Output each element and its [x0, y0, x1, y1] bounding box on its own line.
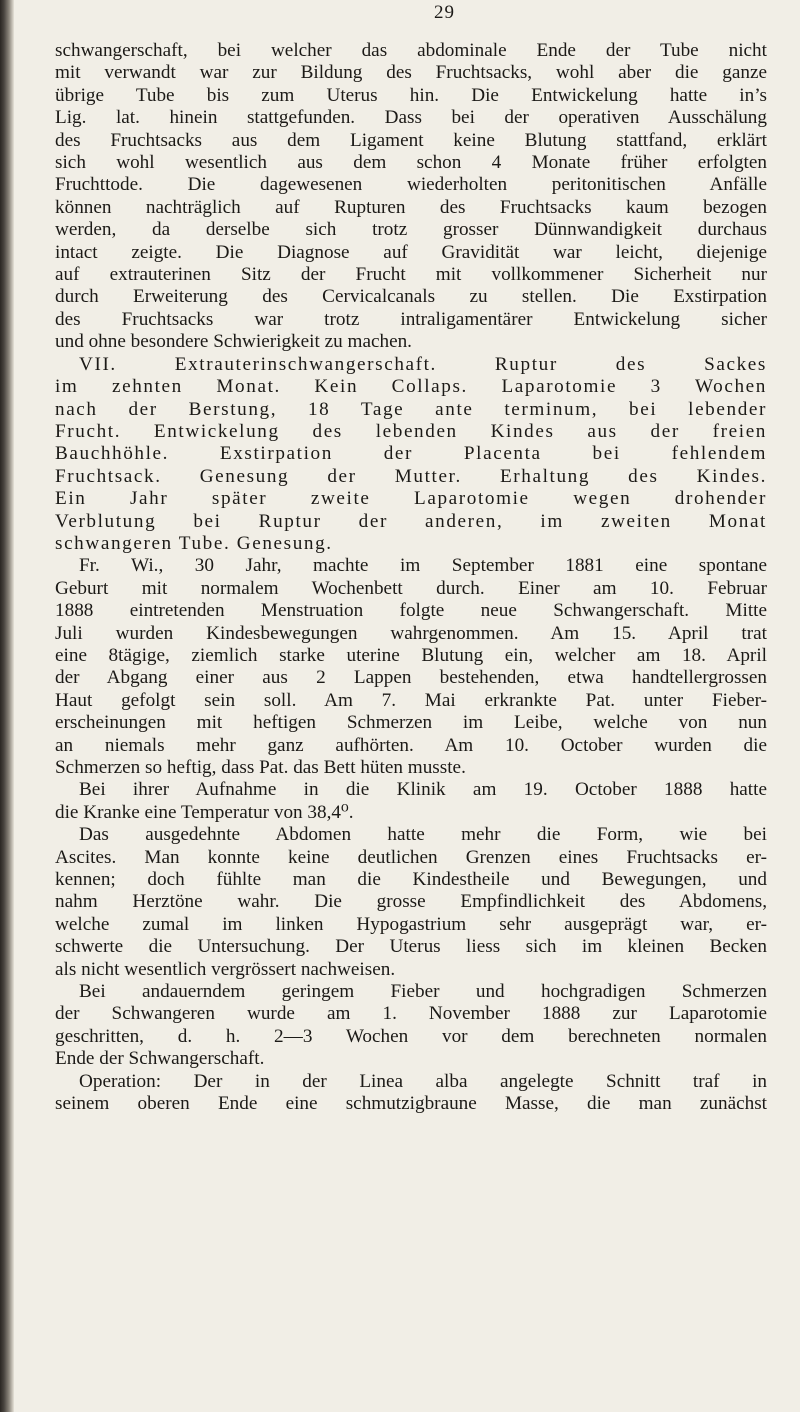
text-line: erscheinungen mit heftigen Schmerzen im Leibe, welche von nun [55, 712, 767, 734]
text-line: Ende der Schwangerschaft. [55, 1048, 265, 1070]
text-line: und ohne besondere Schwierigkeit zu machen. [55, 331, 412, 353]
text-line: 1888 eintretenden Menstruation folgte neue Schwangerschaft. Mitte [55, 600, 767, 622]
text-line: intact zeigte. Die Diagnose auf Gravidität war leicht, diejenige [55, 241, 767, 263]
text-line: mit verwandt war zur Bildung des Fruchtsacks, wohl aber die ganze [55, 62, 767, 84]
text-line: der Abgang einer aus 2 Lappen bestehenden, etwa handtellergrossen [55, 667, 767, 689]
text-line: Fr. Wi., 30 Jahr, machte im September 1881 eine spontane [79, 555, 767, 577]
text-line: nach der Berstung, 18 Tage ante terminum, bei lebender [55, 398, 767, 420]
page-number: 29 [434, 2, 455, 23]
text-line: geschritten, d. h. 2—3 Wochen vor dem berechneten normalen [55, 1025, 767, 1047]
text-line: auf extrauterinen Sitz der Frucht mit vollkommener Sicherheit nur [55, 264, 767, 286]
text-line: Verblutung bei Ruptur der anderen, im zweiten Monat [55, 510, 767, 532]
text-line: Fruchtsack. Genesung der Mutter. Erhaltung des Kindes. [55, 465, 767, 487]
text-line: sich wohl wesentlich aus dem schon 4 Monate früher erfolgten [55, 152, 767, 174]
text-line: die Kranke eine Temperatur von 38,4⁰. [55, 801, 354, 823]
text-line: Bauchhöhle. Exstirpation der Placenta bei fehlendem [55, 443, 767, 465]
text-line: eine 8tägige, ziemlich starke uterine Blutung ein, welcher am 18. April [55, 644, 767, 666]
text-line: an niemals mehr ganz aufhörten. Am 10. October wurden die [55, 734, 767, 756]
text-line: des Fruchtsacks war trotz intraligamentärer Entwickelung sicher [55, 308, 767, 330]
text-line: nahm Herztöne wahr. Die grosse Empfindlichkeit des Abdomens, [55, 891, 767, 913]
text-line: können nachträglich auf Rupturen des Fruchtsacks kaum bezogen [55, 196, 767, 218]
text-line: Das ausgedehnte Abdomen hatte mehr die Form, wie bei [79, 824, 767, 846]
text-line: werden, da derselbe sich trotz grosser Dünnwandigkeit durchaus [55, 219, 767, 241]
text-line: Operation: Der in der Linea alba angelegte Schnitt traf in [79, 1070, 767, 1092]
text-line: VII. Extrauterinschwangerschaft. Ruptur des Sackes [79, 353, 767, 375]
body-text [55, 40, 767, 1116]
text-line: Ein Jahr später zweite Laparotomie wegen drohender [55, 488, 767, 510]
text-line: kennen; doch fühlte man die Kindestheile und Bewegungen, und [55, 869, 767, 891]
text-line: welche zumal im linken Hypogastrium sehr ausgeprägt war, er- [55, 913, 767, 935]
text-line: durch Erweiterung des Cervicalcanals zu stellen. Die Exstirpation [55, 286, 767, 308]
text-line: im zehnten Monat. Kein Collaps. Laparotomie 3 Wochen [55, 376, 767, 398]
text-line: Juli wurden Kindesbewegungen wahrgenommen. Am 15. April trat [55, 622, 767, 644]
text-line: seinem oberen Ende eine schmutzigbraune Masse, die man zunächst [55, 1093, 767, 1115]
text-line: schwerte die Untersuchung. Der Uterus liess sich im kleinen Becken [55, 936, 767, 958]
text-line: schwangerschaft, bei welcher das abdominale Ende der Tube nicht [55, 40, 767, 61]
text-line: Schmerzen so heftig, dass Pat. das Bett hüten musste. [55, 757, 466, 778]
book-binding-edge [0, 0, 14, 1412]
text-line: als nicht wesentlich vergrössert nachweisen. [55, 958, 396, 980]
text-line: Fruchttode. Die dagewesenen wiederholten peritonitischen Anfälle [55, 174, 767, 196]
text-line: übrige Tube bis zum Uterus hin. Die Entwickelung hatte in’s [55, 84, 767, 106]
text-line: Bei ihrer Aufnahme in die Klinik am 19. October 1888 hatte [79, 779, 767, 801]
text-line: schwangeren Tube. Genesung. [55, 532, 333, 554]
text-line: Bei andauerndem geringem Fieber und hochgradigen Schmerzen [79, 981, 767, 1003]
text-line: Haut gefolgt sein soll. Am 7. Mai erkrankte Pat. unter Fieber- [55, 689, 767, 711]
text-line: der Schwangeren wurde am 1. November 1888 zur Laparotomie [55, 1003, 767, 1025]
text-line: Ascites. Man konnte keine deutlichen Grenzen eines Fruchtsacks er- [55, 846, 767, 868]
text-line: Frucht. Entwickelung des lebenden Kindes aus der freien [55, 420, 767, 442]
text-line: Geburt mit normalem Wochenbett durch. Einer am 10. Februar [55, 577, 767, 599]
text-line: Lig. lat. hinein stattgefunden. Dass bei der operativen Ausschälung [55, 107, 767, 129]
text-line: des Fruchtsacks aus dem Ligament keine Blutung stattfand, erklärt [55, 129, 767, 151]
